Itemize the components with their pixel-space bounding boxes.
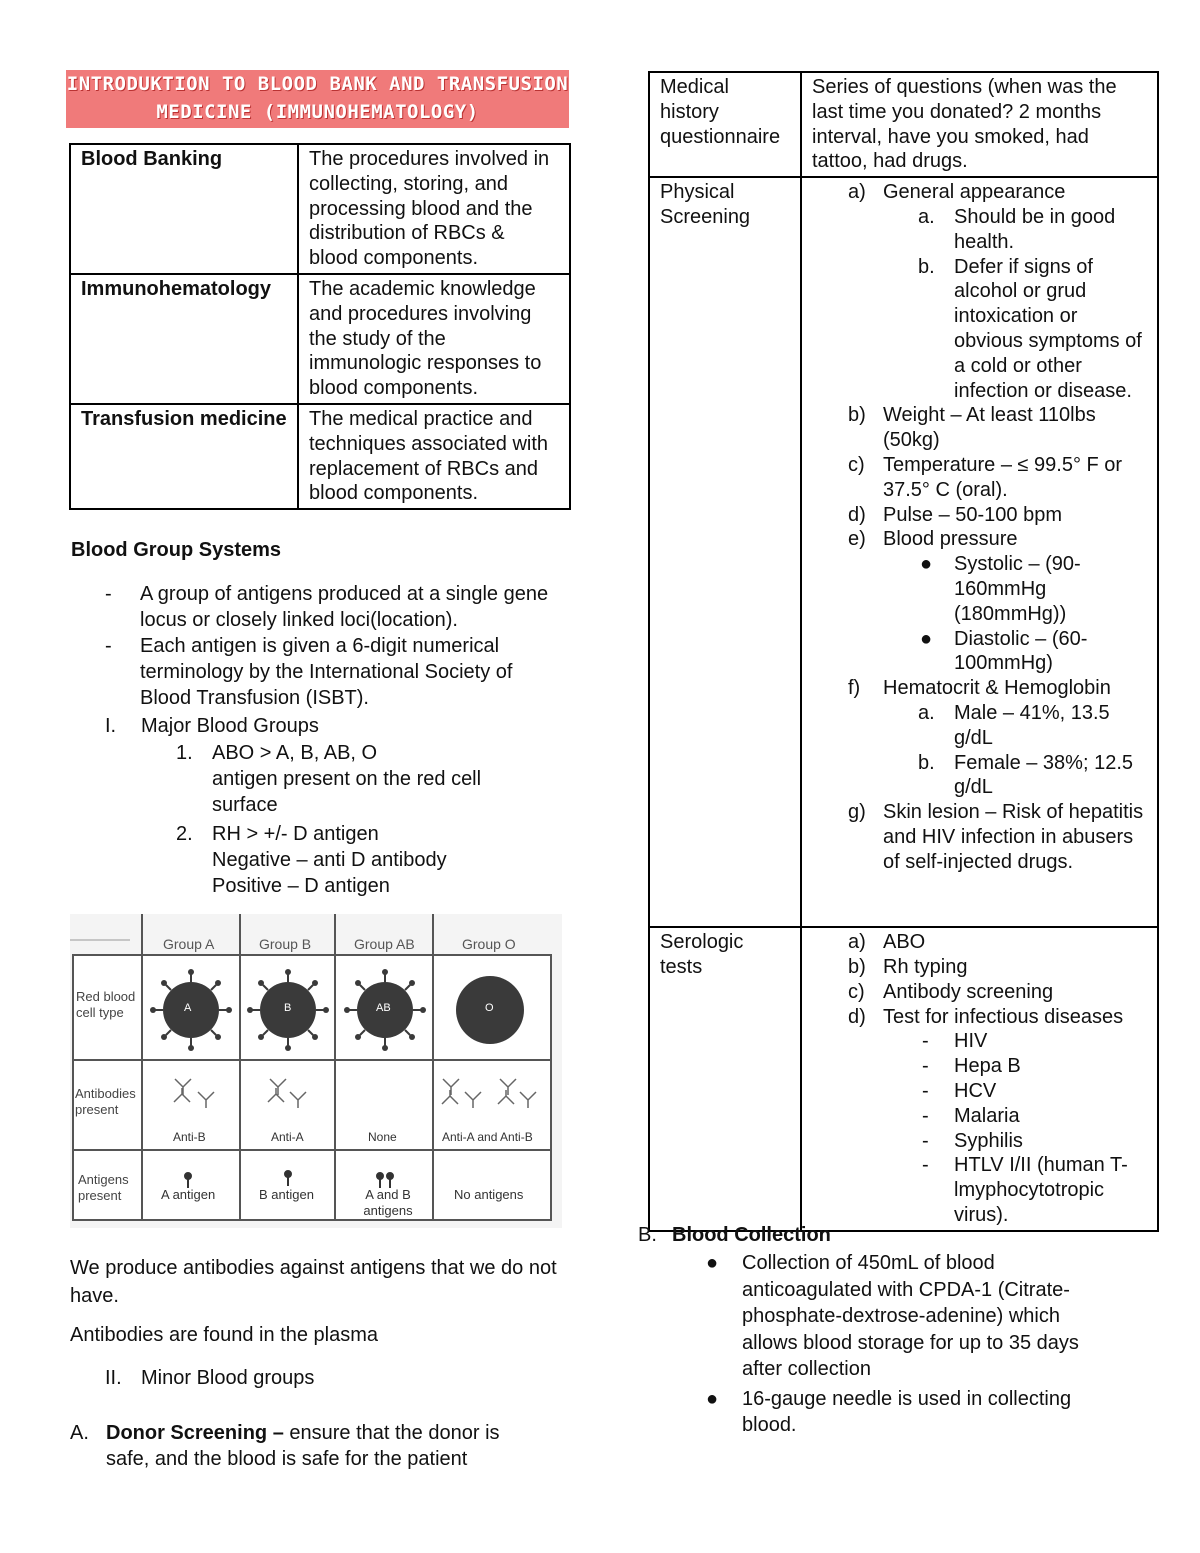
- blood-group-diagram: [70, 914, 562, 1228]
- bgs-bullets: [69, 581, 549, 711]
- list-item: d) Test for infectious diseases: [848, 1005, 1124, 1028]
- blood-group-figure: [70, 914, 562, 1228]
- donor-screening-title: Donor Screening –: [106, 1422, 284, 1444]
- table-row: [70, 144, 570, 274]
- list-item: ● Collection of 450mL of blood anticoagulated with CPDA-1 (Citrate-phosphate-dextrose-adenine) which allows blood storage for up to 35 days after collection: [706, 1252, 1079, 1380]
- minor-blood-groups: Minor Blood groups: [141, 1367, 315, 1389]
- antibodies-note: We produce antibodies against antigens that we do not have.: [70, 1257, 557, 1307]
- list-item: b) Weight – At least 110lbs (50kg): [848, 404, 1096, 452]
- cell-letter: AB: [376, 1002, 391, 1014]
- table-row: [70, 274, 570, 404]
- rh-positive: Positive – D antigen: [212, 875, 390, 897]
- history-text: Series of questions (when was the last time you donated? 2 months interval, have you smoked, had tattoo, had drugs.: [801, 72, 1158, 177]
- list-item: b. Defer if signs of alcohol or grud intoxication or obvious symptoms of a cold or other infection or disease.: [918, 255, 1142, 402]
- definition-cell: The medical practice and techniques associated with replacement of RBCs and blood components.: [298, 404, 570, 509]
- list-item: c) Temperature – ≤ 99.5° F or 37.5° C (oral).: [848, 453, 1123, 501]
- title-line-1: INTRODUKTION TO BLOOD BANK AND TRANSFUSION: [66, 73, 569, 95]
- table-row: [649, 927, 1158, 1231]
- antibody-label: Anti-A and Anti-B: [442, 1130, 533, 1144]
- blood-collection-heading: Blood Collection: [672, 1224, 831, 1246]
- list-item: a. Male – 41%, 13.5 g/dL: [918, 701, 1110, 749]
- antigen-label: B antigen: [259, 1187, 314, 1202]
- group-ab-label: Group AB: [354, 936, 415, 952]
- list-item: g) Skin lesion – Risk of hepatitis and HIV infection in abusers of self-injected drugs.: [848, 801, 1144, 873]
- rh-block: [212, 821, 532, 899]
- list-item: a. Should be in good health.: [918, 205, 1116, 253]
- list-item: b) Rh typing: [848, 955, 968, 978]
- list-item: e) Blood pressure: [848, 528, 1018, 551]
- list-item: c) Antibody screening: [848, 980, 1054, 1003]
- list-item: a) General appearance: [848, 181, 1066, 204]
- rh-marker: 2.: [176, 823, 193, 845]
- title-line-2: MEDICINE (IMMUNOHEMATOLOGY): [156, 101, 479, 123]
- serologic-label: Serologic tests: [649, 927, 801, 1231]
- list-item: - Malaria: [922, 1104, 1020, 1127]
- rh-text: RH > +/- D antigen: [212, 823, 379, 845]
- abo-marker: 1.: [176, 742, 193, 764]
- definitions-table: [69, 143, 571, 510]
- list-item: f) Hematocrit & Hemoglobin: [848, 677, 1111, 700]
- list-item: - HTLV I/II (human T-lmyphocytotropic virus).: [922, 1154, 1128, 1226]
- group-a-label: Group A: [163, 936, 215, 952]
- row-label-antibodies: Antibodies present: [75, 1086, 136, 1117]
- donor-screening: [106, 1420, 546, 1472]
- blood-group-systems-heading: Blood Group Systems: [71, 539, 282, 561]
- term-cell: Blood Banking: [70, 144, 298, 274]
- antigen-label: A and B antigens: [363, 1187, 413, 1218]
- collection-bullets: [706, 1250, 1106, 1439]
- title-banner: [66, 70, 569, 128]
- antigen-label: No antigens: [454, 1187, 524, 1202]
- definition-cell: The academic knowledge and procedures involving the study of the immunologic responses to blood components.: [298, 274, 570, 404]
- major-marker: I.: [105, 715, 117, 737]
- history-label: Medical history questionnaire: [649, 72, 801, 177]
- abo-block: [212, 740, 522, 818]
- antibody-label: None: [368, 1130, 397, 1144]
- term-cell: Immunohematology: [70, 274, 298, 404]
- list-item: - Each antigen is given a 6-digit numerical terminology by the International Society of Blood Transfusion (ISBT).: [69, 633, 549, 711]
- physical-list: [801, 177, 1158, 927]
- antibody-label: Anti-A: [271, 1130, 304, 1144]
- cell-letter: A: [184, 1002, 192, 1014]
- cell-letter: B: [284, 1002, 292, 1014]
- plasma-note: Antibodies are found in the plasma: [70, 1324, 378, 1346]
- physical-label: Physical Screening: [649, 177, 801, 927]
- list-item: - HIV: [922, 1030, 988, 1053]
- screening-table: [648, 71, 1159, 1232]
- row-label-antigens: Antigens present: [78, 1172, 129, 1203]
- list-item: - A group of antigens produced at a single gene locus or closely linked loci(location).: [69, 581, 549, 633]
- group-b-label: Group B: [259, 936, 312, 952]
- list-item: b. Female – 38%; 12.5 g/dL: [918, 751, 1133, 799]
- rh-negative: Negative – anti D antibody: [212, 849, 447, 871]
- table-row: [70, 404, 570, 509]
- term-cell: Transfusion medicine: [70, 404, 298, 509]
- major-blood-groups: Major Blood Groups: [141, 715, 319, 737]
- list-item: ● 16-gauge needle is used in collecting blood.: [706, 1387, 1072, 1436]
- donor-screening-text: ensure that the donor is safe, and the blood is safe for the patient: [106, 1422, 500, 1470]
- definition-cell: The procedures involved in collecting, storing, and processing blood and the distribution of RBCs & blood components.: [298, 144, 570, 274]
- serologic-list: [801, 927, 1158, 1231]
- list-item: - HCV: [922, 1079, 997, 1102]
- abo-text: ABO > A, B, AB, O: [212, 742, 378, 764]
- table-row: [649, 177, 1158, 927]
- row-label-rbc: Red blood cell type: [76, 989, 136, 1020]
- group-o-label: Group O: [462, 936, 516, 952]
- donor-marker: A.: [70, 1422, 89, 1444]
- list-item: a) ABO: [848, 931, 926, 954]
- abo-note: antigen present on the red cell surface: [212, 768, 482, 816]
- list-item: - Syphilis: [922, 1129, 1023, 1152]
- antigen-label: A antigen: [161, 1187, 216, 1202]
- list-item: ● Systolic – (90-160mmHg (180mmHg)): [920, 553, 1081, 625]
- list-item: - Hepa B: [922, 1055, 1021, 1078]
- table-row: [649, 72, 1158, 177]
- collection-marker: B.: [638, 1224, 657, 1246]
- cell-letter: O: [485, 1002, 494, 1014]
- list-item: ● Diastolic – (60-100mmHg): [920, 627, 1088, 675]
- antibody-label: Anti-B: [173, 1130, 206, 1144]
- minor-marker: II.: [105, 1367, 122, 1389]
- list-item: d) Pulse – 50-100 bpm: [848, 503, 1063, 526]
